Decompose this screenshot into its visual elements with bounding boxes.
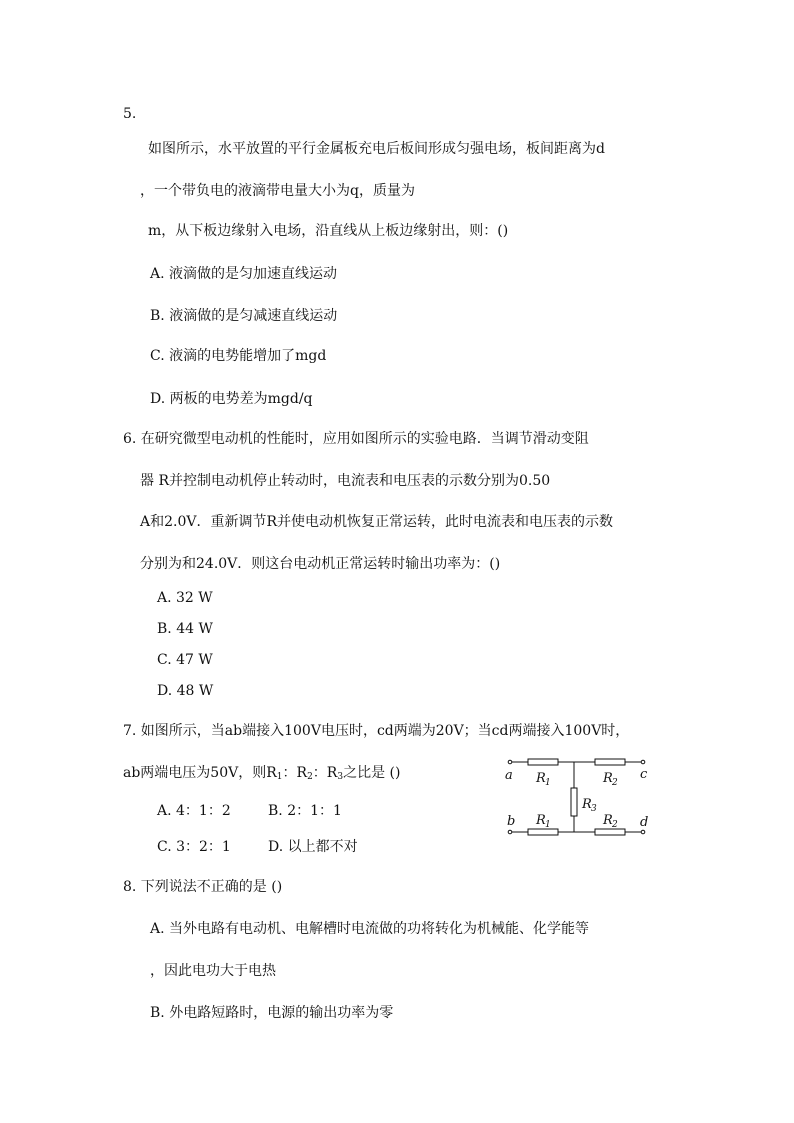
label-c: c (640, 767, 648, 782)
q7-stem-line2 (123, 764, 400, 782)
q5-option-a: A. 液滴做的是匀加速直线运动 (150, 266, 338, 282)
q6-stem-line3: A和2.0V．重新调节R并使电动机恢复正常运转，此时电流表和电压表的示数 (140, 514, 614, 530)
q6-stem-line1: 6. 在研究微型电动机的性能时，应用如图所示的实验电路．当调节滑动变阻 (123, 431, 589, 447)
label-r3-sub: 3 (591, 804, 597, 814)
label-b: b (507, 814, 516, 829)
q7-option-d: D. 以上都不对 (268, 839, 358, 855)
label-r1-top: R (536, 771, 546, 786)
label-r1-top-sub: 1 (545, 778, 551, 788)
label-r2-top: R (603, 771, 613, 786)
label-d: d (640, 815, 649, 830)
q8-option-a-line2: ，因此电功大于电热 (150, 963, 276, 979)
q5-stem-line3: m，从下板边缘射入电场，沿直线从上板边缘射出，则：() (148, 223, 509, 239)
terminal-b (508, 830, 512, 834)
q5-option-d: D. 两板的电势差为mgd/q (150, 391, 313, 407)
resistor-r2-top (595, 759, 625, 765)
q7-option-b: B. 2：1：1 (268, 803, 342, 819)
q5-option-b: B. 液滴做的是匀减速直线运动 (150, 308, 338, 324)
resistor-r3 (571, 788, 577, 816)
q5-stem-line2: ，一个带负电的液滴带电量大小为q，质量为 (140, 183, 415, 199)
q7-ratio-prefix: ab两端电压为50V，则R (123, 765, 277, 781)
resistor-r1-bottom (528, 829, 558, 835)
q8-option-b: B. 外电路短路时，电源的输出功率为零 (150, 1005, 394, 1021)
q7-circuit-diagram (500, 752, 660, 842)
q6-option-c: C. 47 W (157, 652, 213, 668)
label-r1-bottom-sub: 1 (545, 820, 551, 830)
q7-sub-1: 1 (276, 772, 283, 782)
q7-sub-3: 3 (337, 772, 344, 782)
label-r1-bottom: R (536, 813, 546, 828)
terminal-a (508, 760, 512, 764)
q8-stem: 8. 下列说法不正确的是 () (123, 879, 283, 895)
q7-option-a: A. 4：1：2 (157, 803, 231, 819)
terminal-d (641, 830, 645, 834)
q7-ratio-sep2: ：R (312, 765, 338, 781)
q7-sub-2: 2 (307, 772, 313, 782)
resistor-r2-bottom (595, 829, 625, 835)
q5-option-c: C. 液滴的电势能增加了mgd (150, 348, 327, 364)
q6-option-d: D. 48 W (157, 683, 214, 699)
q7-stem-line1: 7. 如图所示，当ab端接入100V电压时，cd两端为20V；当cd两端接入100V时， (123, 723, 630, 739)
terminal-c (641, 760, 645, 764)
label-r2-bottom: R (603, 813, 613, 828)
q7-ratio-sep1: ：R (282, 765, 308, 781)
q6-option-b: B. 44 W (157, 621, 213, 637)
q8-option-a-line1: A. 当外电路有电动机、电解槽时电流做的功将转化为机械能、化学能等 (150, 921, 590, 937)
q7-ratio-suffix: 之比是 () (343, 765, 401, 781)
label-a: a (505, 768, 513, 783)
label-r2-top-sub: 2 (612, 778, 618, 788)
q6-stem-line2: 器 R并控制电动机停止转动时，电流表和电压表的示数分别为0.50 (140, 473, 551, 489)
label-r3: R (582, 797, 592, 812)
q6-stem-line4: 分别为和24.0V．则这台电动机正常运转时输出功率为：() (140, 556, 501, 572)
q7-option-c: C. 3：2：1 (157, 839, 231, 855)
label-r2-bottom-sub: 2 (612, 820, 618, 830)
q6-option-a: A. 32 W (157, 590, 213, 606)
q5-number: 5. (123, 106, 137, 122)
resistor-r1-top (528, 759, 558, 765)
q5-stem-line1: 如图所示，水平放置的平行金属板充电后板间形成匀强电场，板间距离为d (148, 141, 605, 157)
